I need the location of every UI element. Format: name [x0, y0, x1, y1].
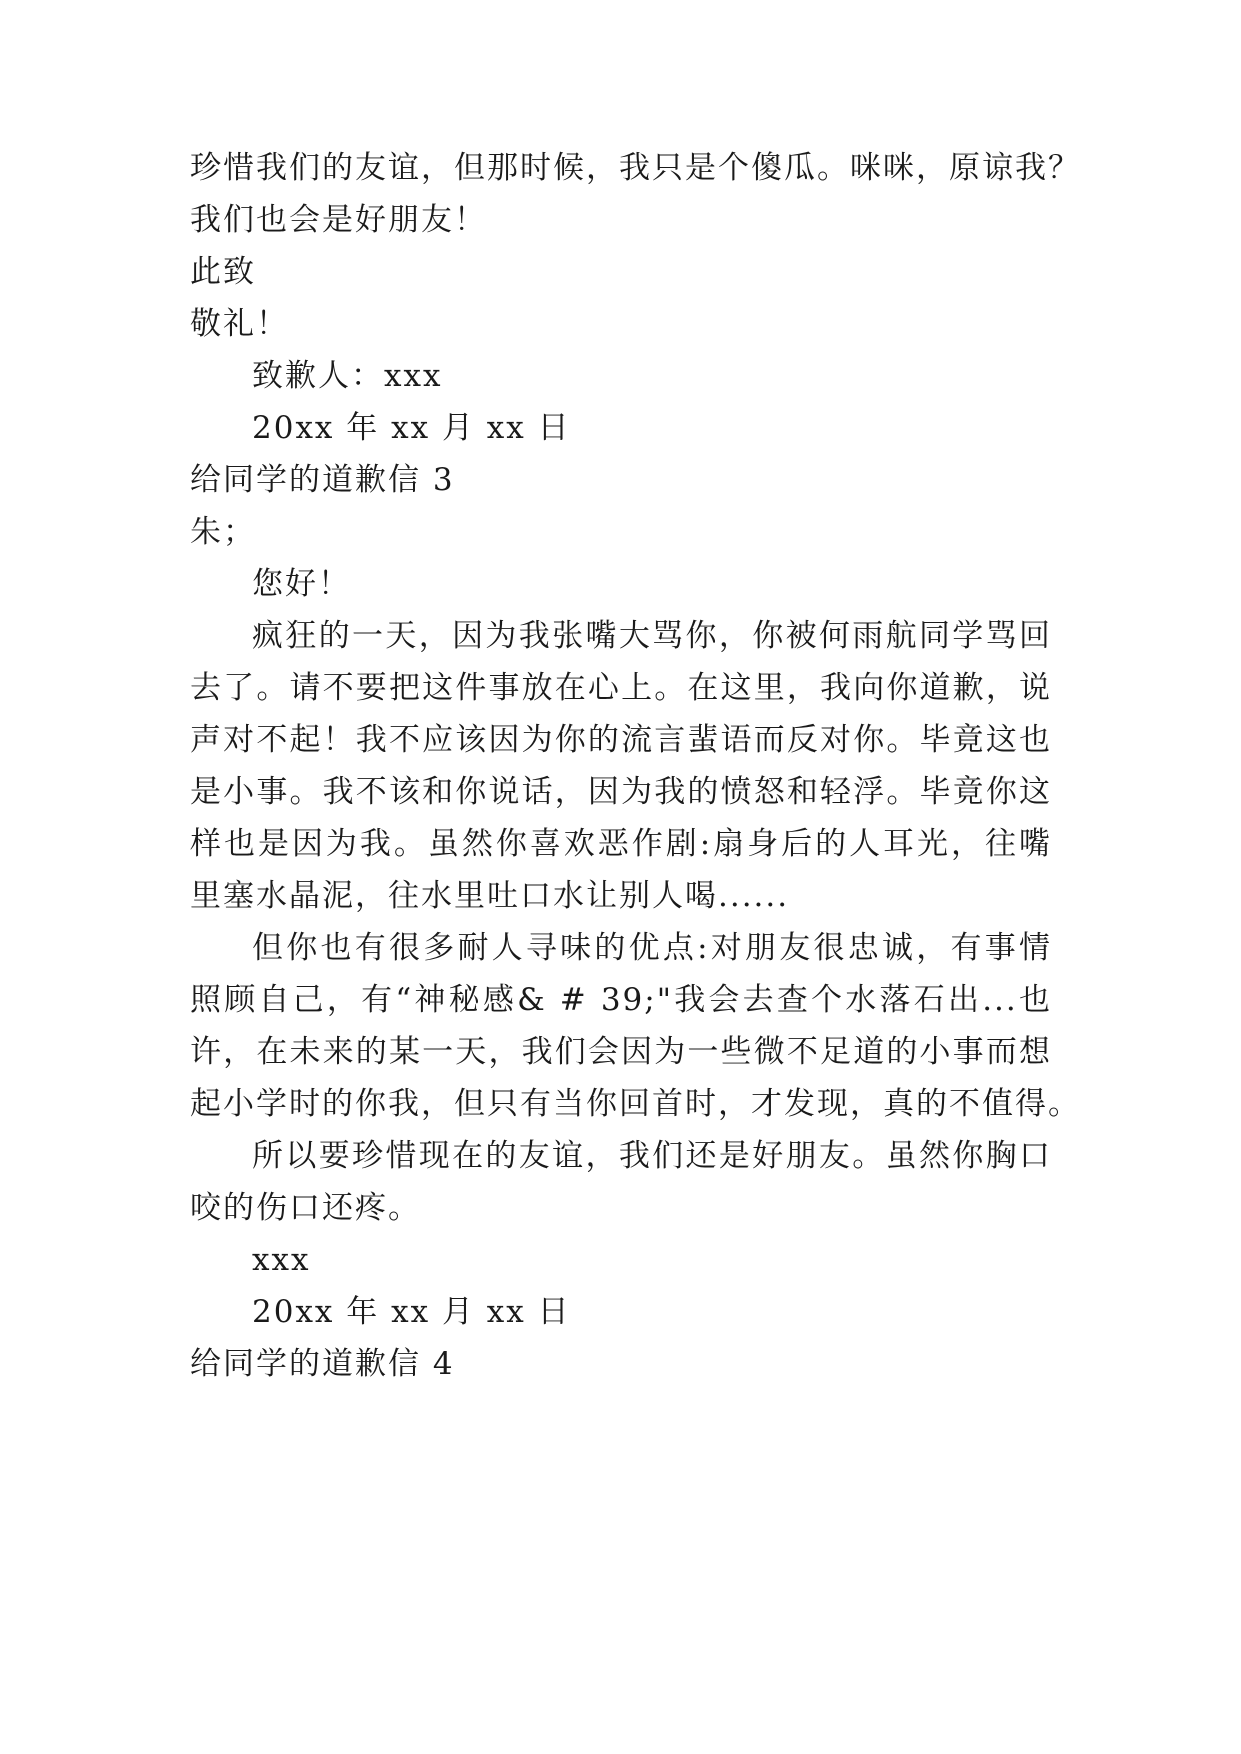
paragraph-line: 珍惜我们的友谊，但那时候，我只是个傻瓜。咪咪，原谅我？	[190, 150, 1081, 186]
closing-regards: 敬礼！	[190, 306, 289, 342]
recipient-line: 朱；	[190, 514, 256, 550]
greeting-line: 您好！	[252, 566, 351, 602]
section-heading: 给同学的道歉信 3	[190, 462, 455, 498]
signature-line: xxx	[252, 1242, 311, 1278]
paragraph-line: 声对不起！我不应该因为你的流言蜚语而反对你。毕竟这也	[190, 722, 1052, 758]
date-line: 20xx 年 xx 月 xx 日	[252, 1294, 571, 1330]
paragraph-line: 样也是因为我。虽然你喜欢恶作剧:扇身后的人耳光，往嘴	[190, 826, 1052, 862]
paragraph-line: 咬的伤口还疼。	[190, 1190, 421, 1226]
paragraph-line: 我们也会是好朋友！	[190, 202, 487, 238]
paragraph-line: 所以要珍惜现在的友谊，我们还是好朋友。虽然你胸口	[252, 1138, 1052, 1174]
paragraph-line: 里塞水晶泥，往水里吐口水让别人喝......	[190, 878, 790, 914]
paragraph-line: 去了。请不要把这件事放在心上。在这里，我向你道歉，说	[190, 670, 1052, 706]
closing-salutation: 此致	[190, 254, 256, 290]
paragraph-line: 照顾自己，有“神秘感& # 39;"我会去查个水落石出...也	[190, 982, 1052, 1018]
section-heading: 给同学的道歉信 4	[190, 1346, 455, 1382]
paragraph-line: 许，在未来的某一天，我们会因为一些微不足道的小事而想	[190, 1034, 1052, 1070]
paragraph-line: 是小事。我不该和你说话，因为我的愤怒和轻浮。毕竟你这	[190, 774, 1052, 810]
signature-line: 致歉人：xxx	[252, 358, 443, 394]
paragraph-line: 起小学时的你我，但只有当你回首时，才发现，真的不值得。	[190, 1086, 1081, 1122]
paragraph-line: 疯狂的一天，因为我张嘴大骂你，你被何雨航同学骂回	[252, 618, 1052, 654]
date-line: 20xx 年 xx 月 xx 日	[252, 410, 571, 446]
paragraph-line: 但你也有很多耐人寻味的优点:对朋友很忠诚，有事情	[252, 930, 1052, 966]
